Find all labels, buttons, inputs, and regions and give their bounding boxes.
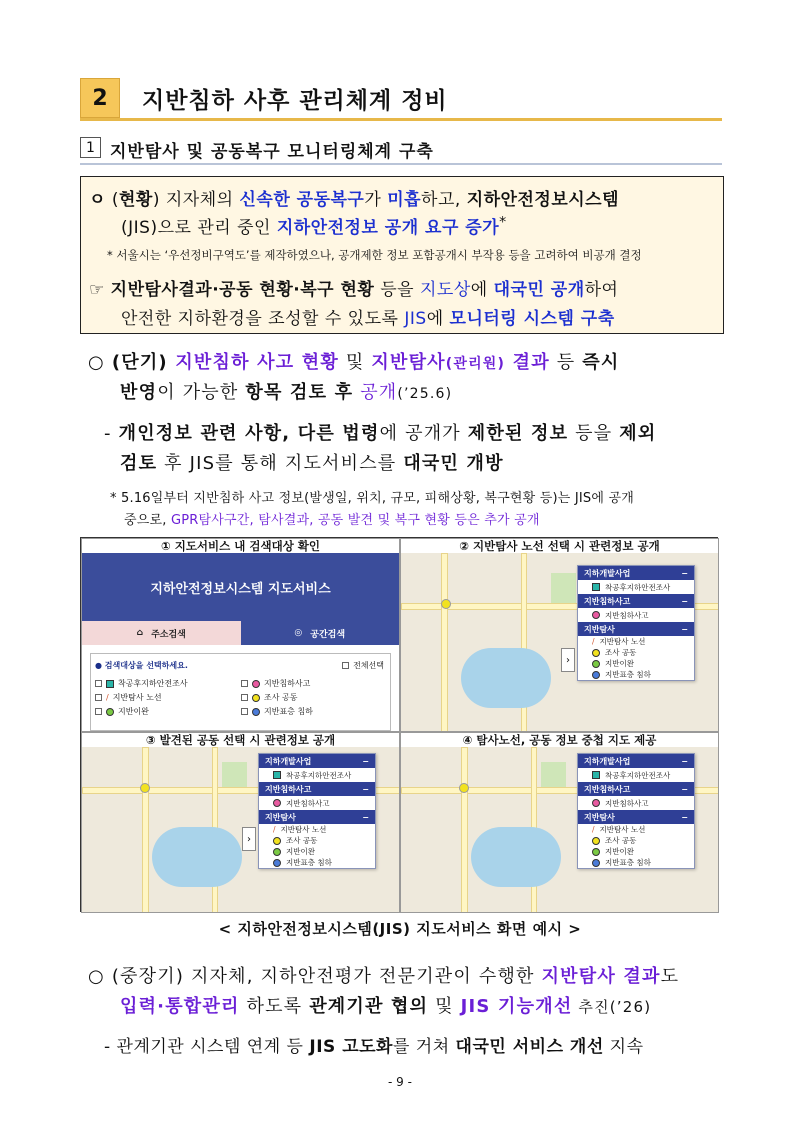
legend-label: 지반침하사고 [605, 610, 649, 620]
circle-icon [106, 708, 114, 716]
text: 가 [364, 190, 388, 210]
legend-item[interactable] [578, 669, 694, 680]
select-all[interactable] [342, 660, 384, 671]
text-bold: 즉시 [582, 352, 620, 373]
target-item[interactable] [241, 678, 310, 689]
legend-group-header[interactable] [259, 810, 375, 824]
target-label: 착공후지하안전조사 [118, 679, 188, 688]
map-view[interactable] [82, 747, 399, 912]
text: 안전한 지하환경을 조성할 수 있도록 [121, 309, 405, 329]
legend-label: 지반탐사 노선 [599, 637, 646, 646]
legend-item[interactable] [578, 835, 694, 846]
text-bold: (단기) [111, 352, 176, 373]
text: 를 거쳐 [392, 1037, 456, 1057]
legend-label: 지반이완 [286, 847, 315, 856]
tab-address-search[interactable] [82, 621, 241, 645]
bullet: ○ [88, 352, 105, 373]
text: 및 [338, 352, 372, 373]
target-label: 지반침하사고 [264, 679, 311, 688]
text-highlight: 지반탐사 결과 [541, 966, 661, 987]
legend-label: 지반침하사고 [605, 798, 649, 808]
legend-item[interactable] [259, 857, 375, 868]
text-bold: 제외 [619, 423, 657, 444]
circle-icon [273, 859, 281, 867]
legend-item[interactable] [259, 835, 375, 846]
figure-jis-screens [80, 537, 718, 912]
circle-icon [252, 694, 260, 702]
target-item[interactable] [95, 706, 149, 717]
collapse-icon[interactable]: − [362, 756, 369, 766]
legend-label: 지반탐사 노선 [599, 825, 646, 834]
map-view[interactable] [401, 747, 718, 912]
short-term-note-2 [124, 509, 540, 528]
panel-cavity-selected [81, 732, 400, 913]
group-label: 지하개발사업 [584, 568, 631, 578]
text-highlight: 미흡 [387, 190, 422, 210]
short-term-dash-1 [104, 419, 656, 445]
collapse-icon[interactable]: − [681, 784, 688, 794]
text-highlight: 지하안전정보 공개 요구 증가 [276, 218, 500, 238]
collapse-icon[interactable]: − [681, 596, 688, 606]
group-label: 지반탐사 [584, 624, 615, 634]
text-bold: 검토 [120, 453, 158, 474]
panel-1-label: ① 지도서비스 내 검색대상 확인 [82, 539, 399, 553]
checkbox[interactable] [342, 662, 349, 669]
circle-icon [273, 848, 281, 856]
page-number: - 9 - [388, 1075, 412, 1089]
group-label: 지하개발사업 [265, 756, 312, 766]
text-highlight: 지반침하 사고 현황 [175, 352, 339, 373]
circle-icon [252, 708, 260, 716]
target-label: 지반표층 침하 [264, 707, 313, 716]
legend-label: 조사 공동 [286, 836, 318, 845]
jis-title-bar: 지하안전정보시스템 지도서비스 [82, 553, 399, 621]
text: 도 [660, 966, 680, 987]
text-highlight: 공개 [360, 382, 398, 403]
map-marker[interactable] [459, 783, 469, 793]
text: 지속 [603, 1037, 644, 1057]
text: 이 가능한 [157, 382, 246, 403]
subsection-number: 1 [80, 137, 101, 158]
section-number: 2 [80, 78, 120, 118]
text: 등을 [568, 423, 620, 444]
text-highlight: 대국민 공개 [493, 280, 585, 300]
tab-label: 주소검색 [151, 629, 186, 640]
legend-label: 조사 공동 [605, 836, 637, 845]
panel-overlay-map [400, 732, 719, 913]
panel-search-targets [81, 538, 400, 732]
text-bold: 대국민 개방 [403, 453, 504, 474]
legend-group-header[interactable] [259, 782, 375, 796]
subsection-title: 지반탐사 및 공동복구 모니터링체계 구축 [110, 142, 434, 162]
tab-spatial-search[interactable] [241, 621, 400, 645]
pointing-hand-icon: ☞ [89, 280, 105, 300]
legend-item[interactable] [578, 608, 694, 622]
legend-item[interactable] [578, 647, 694, 658]
text: (’25.6) [397, 386, 453, 402]
text-bold: 반영 [120, 382, 158, 403]
search-prompt: ● 검색대상을 선택하세요. [95, 661, 188, 670]
tab-label: 공간검색 [310, 629, 346, 640]
text-bold: 항목 검토 후 [245, 382, 354, 403]
mid-term-line-1 [88, 962, 679, 988]
group-label: 지반침하사고 [584, 596, 631, 606]
section-title: 지반침하 사후 관리체계 정비 [142, 88, 448, 114]
circle-icon [592, 859, 600, 867]
legend-label: 지반이완 [605, 659, 634, 668]
collapse-icon[interactable]: − [681, 756, 688, 766]
legend-group-header[interactable] [259, 754, 375, 768]
checkbox[interactable] [95, 694, 102, 701]
text-highlight: 입력·통합관리 [120, 996, 240, 1017]
target-label: 지반탐사 노선 [112, 693, 162, 702]
legend-item[interactable] [578, 768, 694, 782]
subsection-header [80, 135, 722, 165]
text: 하여 [584, 280, 619, 300]
circle-icon [273, 799, 281, 807]
map-water [461, 648, 551, 708]
group-label: 지반침하사고 [265, 784, 312, 794]
map-road [142, 747, 149, 913]
legend-item[interactable] [259, 796, 375, 810]
legend-item[interactable] [578, 824, 694, 835]
status-line-2 [121, 213, 507, 238]
status-box [80, 176, 724, 334]
text-highlight: JIS 기능개선 [460, 996, 573, 1017]
legend-item[interactable] [578, 857, 694, 868]
circle-icon [592, 671, 600, 679]
legend-group-header[interactable] [578, 566, 694, 580]
checkbox[interactable] [241, 694, 248, 701]
legend-label: 지반표층 침하 [605, 670, 651, 679]
circle-icon [252, 680, 260, 688]
text-bold: 대국민 서비스 개선 [455, 1037, 604, 1057]
legend-label: 착공후지하안전조사 [605, 582, 671, 592]
line-icon: / [273, 825, 276, 834]
map-park [222, 762, 247, 787]
legend-label: 착공후지하안전조사 [605, 770, 671, 780]
panel-toggle-button[interactable]: › [561, 648, 575, 672]
text: - 관계기관 시스템 연계 등 [104, 1037, 310, 1057]
text-bold: 지하안전정보시스템 [466, 190, 620, 210]
square-icon [592, 771, 600, 779]
text-bold: 관계기관 협의 [309, 996, 429, 1017]
map-road [461, 747, 468, 913]
legend-item[interactable] [578, 580, 694, 594]
legend-group-header[interactable] [578, 622, 694, 636]
text: (JIS)으로 관리 중인 [121, 218, 277, 238]
text: 하고, [421, 190, 467, 210]
dash: - [104, 423, 119, 444]
group-label: 지반탐사 [584, 812, 615, 822]
line-icon: / [592, 825, 595, 834]
figure-caption: < 지하안전정보시스템(JIS) 지도서비스 화면 예시 > [218, 920, 582, 938]
legend-panel [577, 565, 695, 681]
text-highlight: 모니터링 시스템 구축 [449, 309, 615, 329]
bullet: ㅇ [89, 190, 106, 210]
map-road [441, 553, 448, 732]
legend-label: 지반표층 침하 [605, 858, 651, 867]
text: 에 [426, 309, 450, 329]
square-icon [592, 583, 600, 591]
status-line-3 [89, 275, 618, 300]
square-icon [273, 771, 281, 779]
target-item[interactable] [95, 678, 188, 689]
collapse-icon[interactable]: − [681, 624, 688, 634]
collapse-icon[interactable]: − [681, 812, 688, 822]
legend-label: 지반표층 침하 [286, 858, 332, 867]
checkbox[interactable] [241, 708, 248, 715]
text: 추진(’26) [572, 998, 652, 1016]
text: 후 JIS를 통해 지도서비스를 [157, 453, 404, 474]
map-park [551, 573, 576, 603]
text-highlight: 지도상 [419, 280, 471, 300]
map-marker[interactable] [140, 783, 150, 793]
text-bold: 현황 [118, 190, 153, 210]
line-icon: / [106, 693, 109, 702]
map-water [152, 827, 242, 887]
checkbox[interactable] [95, 708, 102, 715]
circle-icon [592, 611, 600, 619]
short-term-line-2 [120, 378, 452, 404]
target-item[interactable] [241, 692, 297, 703]
footnote-mark: * [499, 214, 507, 231]
panel-route-selected [400, 538, 719, 732]
collapse-icon[interactable]: − [362, 784, 369, 794]
map-search-icon: ◎ [294, 628, 303, 638]
legend-panel [577, 753, 695, 869]
group-label: 지반탐사 [265, 812, 296, 822]
text: (중장기) 지자체, 지하안전평가 전문기관이 수행한 [111, 966, 542, 987]
text: 에 공개가 [379, 423, 468, 444]
short-term-line-1 [88, 348, 619, 374]
text: ( [111, 190, 119, 210]
text: 중으로, [124, 513, 171, 528]
status-line-1 [89, 185, 619, 210]
mid-term-line-2 [120, 992, 651, 1018]
search-tabs [82, 621, 399, 645]
text-bold: 제한된 정보 [467, 423, 569, 444]
text-highlight: 지반탐사 [371, 352, 446, 373]
text: 등을 [374, 280, 420, 300]
text: ) 지자체의 [152, 190, 240, 210]
target-label: 지반이완 [118, 707, 149, 716]
section-underline [80, 118, 722, 121]
circle-icon [592, 848, 600, 856]
text-bold: 지반탐사결과·공동 현황·복구 현황 [110, 280, 375, 300]
legend-item[interactable] [578, 846, 694, 857]
legend-item[interactable] [259, 768, 375, 782]
mid-term-dash-1 [104, 1032, 644, 1057]
legend-item[interactable] [578, 796, 694, 810]
legend-group-header[interactable] [578, 810, 694, 824]
circle-icon [592, 837, 600, 845]
map-view[interactable] [401, 553, 718, 731]
collapse-icon[interactable]: − [362, 812, 369, 822]
line-icon: / [592, 637, 595, 646]
text-bold: 개인정보 관련 사항, 다른 법령 [118, 423, 380, 444]
target-label: 조사 공동 [264, 693, 298, 702]
short-term-note-1: * 5.16일부터 지반침하 사고 정보(발생일, 위치, 규모, 피해상황, 복구현황 등)는 JIS에 공개 [110, 491, 634, 506]
panel-2-label: ② 지반탐사 노선 선택 시 관련정보 공개 [401, 539, 718, 553]
legend-group-header[interactable] [578, 782, 694, 796]
legend-item[interactable] [578, 636, 694, 647]
text-highlight: JIS [404, 309, 427, 329]
circle-icon [273, 837, 281, 845]
square-icon [106, 680, 114, 688]
text-highlight: GPR탐사구간, 탐사결과, 공동 발견 및 복구 현황 등은 추가 공개 [170, 513, 540, 528]
legend-item[interactable] [578, 658, 694, 669]
panel-3-label: ③ 발견된 공동 선택 시 관련정보 공개 [82, 733, 399, 747]
text: 및 [428, 996, 461, 1017]
circle-icon [592, 799, 600, 807]
legend-item[interactable] [259, 824, 375, 835]
checkbox[interactable] [95, 680, 102, 687]
target-item[interactable] [241, 706, 313, 717]
home-search-icon: ⌂ [136, 628, 144, 638]
legend-item[interactable] [259, 846, 375, 857]
search-target-list [90, 653, 391, 731]
bullet: ○ [88, 966, 105, 987]
map-marker[interactable] [441, 599, 451, 609]
panel-toggle-button[interactable]: › [242, 827, 256, 851]
circle-icon [592, 660, 600, 668]
map-water [471, 827, 561, 887]
panel-4-label: ④ 탐사노선, 공동 정보 중첩 지도 제공 [401, 733, 718, 747]
legend-panel [258, 753, 376, 869]
legend-label: 지반이완 [605, 847, 634, 856]
group-label: 지반침하사고 [584, 784, 631, 794]
text-highlight: (관리원) [445, 356, 506, 372]
circle-icon [592, 649, 600, 657]
select-all-label: 전체선택 [353, 661, 384, 670]
text-highlight: 신속한 공동복구 [239, 190, 365, 210]
text: 등 [549, 352, 583, 373]
legend-group-header[interactable] [578, 754, 694, 768]
legend-label: 지반탐사 노선 [280, 825, 327, 834]
target-item[interactable] [95, 692, 162, 703]
text-bold: JIS 고도화 [309, 1037, 393, 1057]
text-highlight: 결과 [505, 352, 550, 373]
checkbox[interactable] [241, 680, 248, 687]
status-note: * 서울시는 ‘우선정비구역도’를 제작하였으나, 공개제한 정보 포함공개시 부작용 등을 고려하여 비공개 결정 [107, 248, 642, 262]
text: 하도록 [239, 996, 310, 1017]
map-park [541, 762, 566, 787]
legend-label: 착공후지하안전조사 [286, 770, 352, 780]
short-term-dash-2 [120, 449, 504, 475]
text: 에 [470, 280, 494, 300]
legend-group-header[interactable] [578, 594, 694, 608]
legend-label: 지반침하사고 [286, 798, 330, 808]
collapse-icon[interactable]: − [681, 568, 688, 578]
legend-label: 조사 공동 [605, 648, 637, 657]
status-line-4 [121, 304, 615, 329]
group-label: 지하개발사업 [584, 756, 631, 766]
